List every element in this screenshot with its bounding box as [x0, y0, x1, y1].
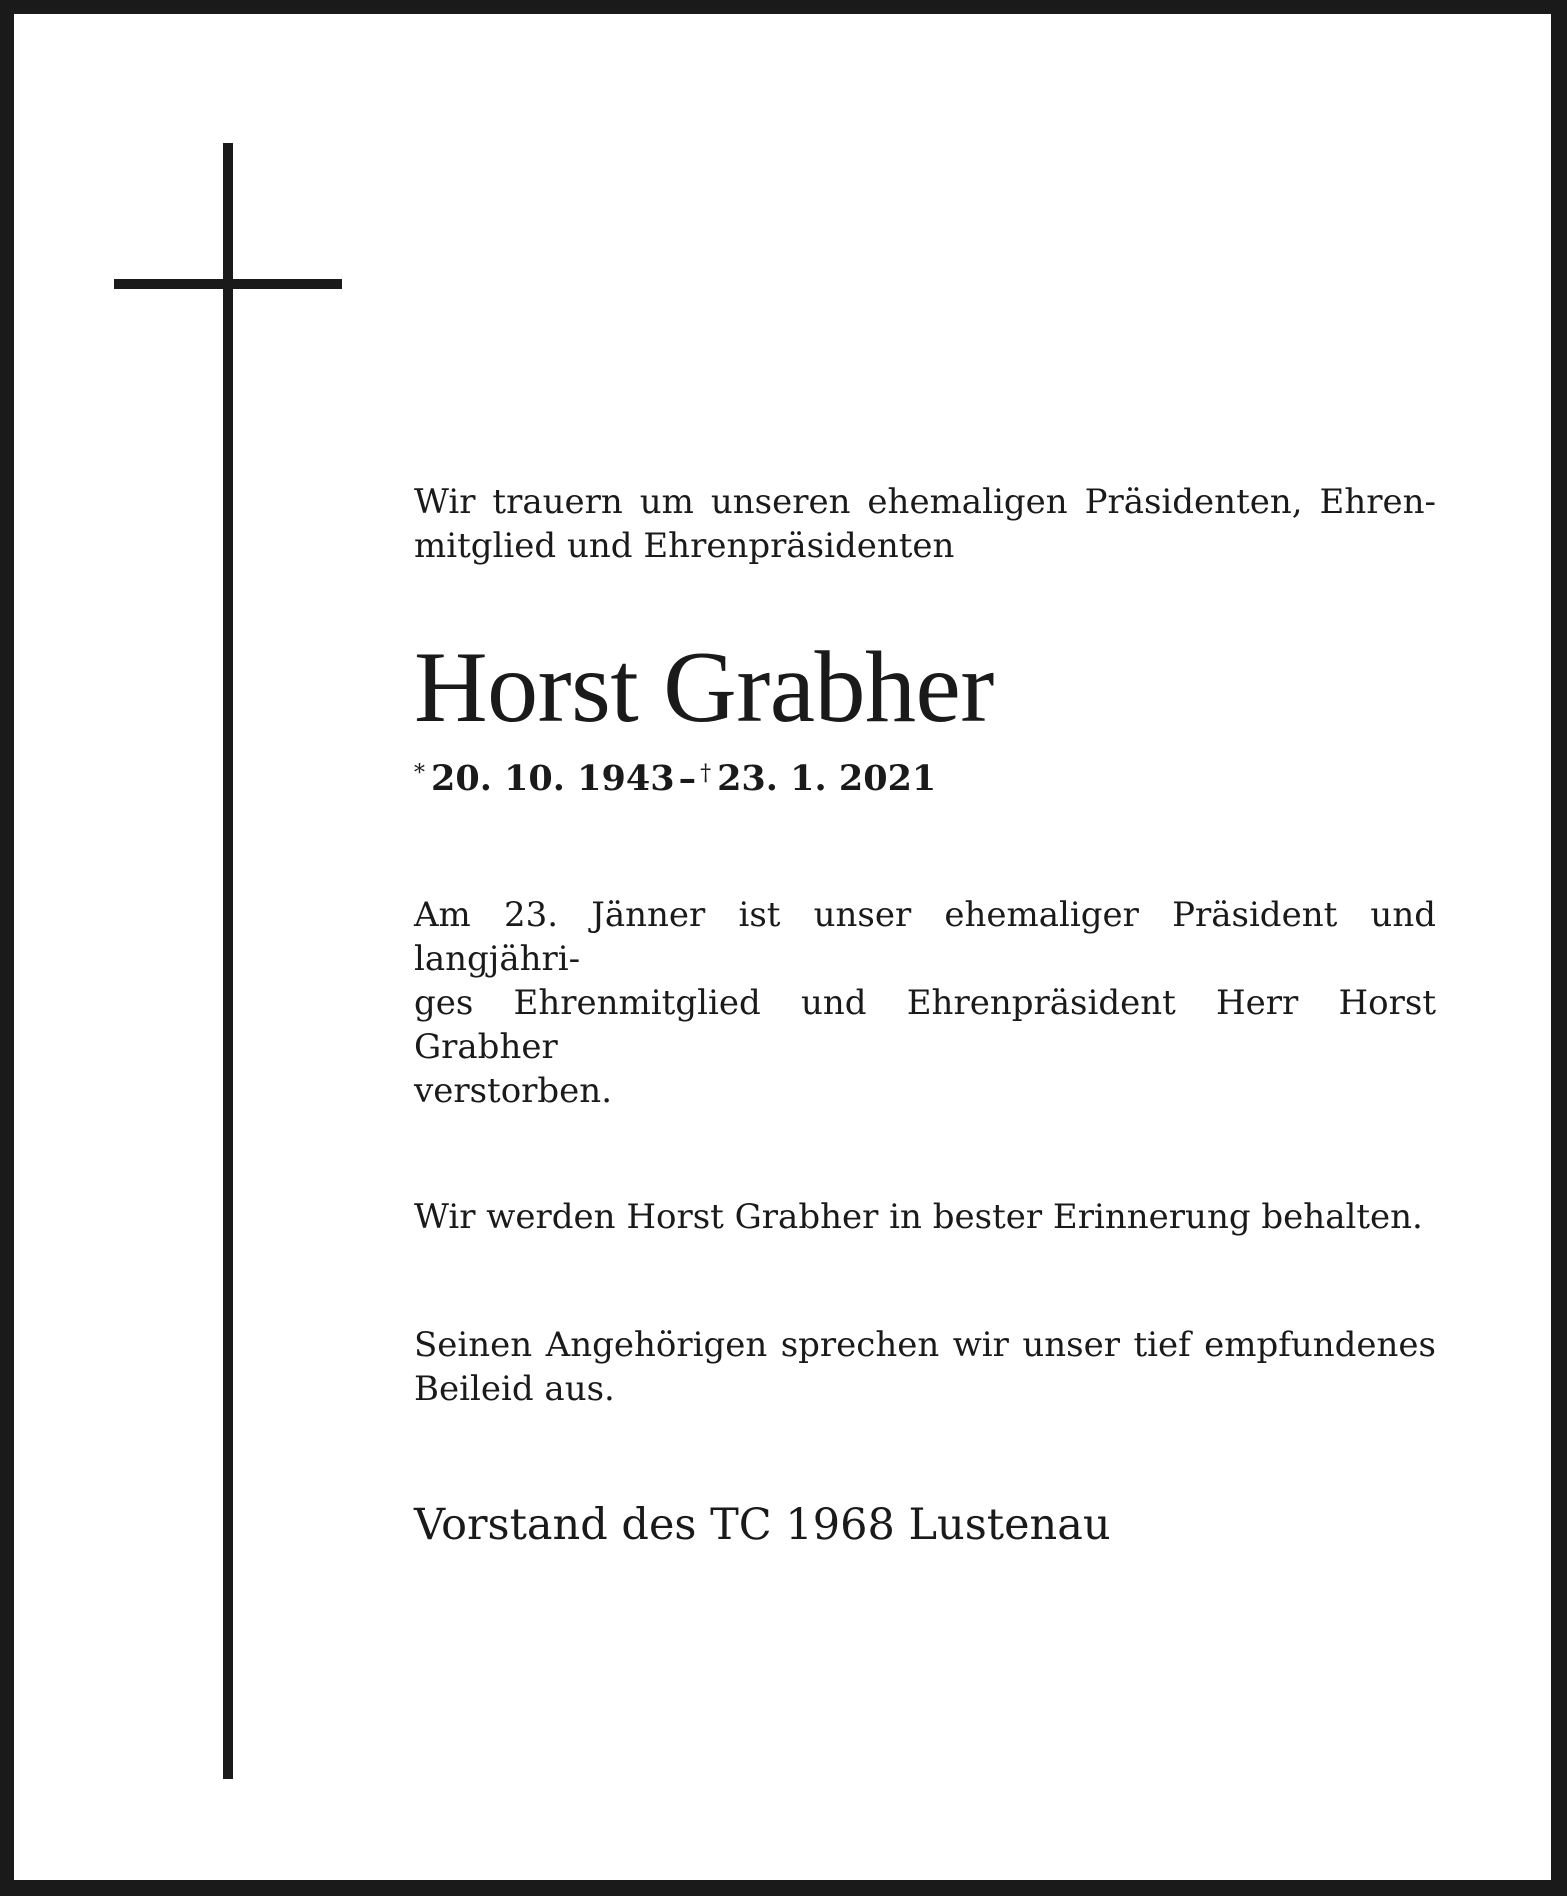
life-dates	[414, 752, 1436, 801]
obituary-content	[414, 480, 1436, 1551]
announcement-line-1: Am 23. Jänner ist unser ehemaliger Präsident und langjähri-	[414, 895, 1436, 979]
announcement-paragraph	[414, 893, 1436, 1113]
birth-date: 20. 10. 1943	[431, 758, 675, 799]
birth-symbol: *	[414, 761, 425, 786]
intro-line-2: mitglied und Ehrenpräsidenten	[414, 526, 955, 566]
death-symbol: †	[700, 761, 712, 786]
cross-icon-vertical-bar	[223, 143, 233, 1779]
condolence-line-1: Seinen Angehörigen sprechen wir unser tief empfundenes	[414, 1325, 1436, 1365]
remembrance-line: Wir werden Horst Grabher in bester Erinnerung behalten.	[414, 1197, 1423, 1237]
deceased-name: Horst Grabher	[414, 631, 994, 744]
condolence-line-2: Beileid aus.	[414, 1369, 615, 1409]
date-separator: –	[678, 758, 697, 799]
signature: Vorstand des TC 1968 Lustenau	[414, 1500, 1111, 1550]
intro-line-1: Wir trauern um unseren ehemaligen Präsidenten, Ehren-	[414, 482, 1436, 522]
announcement-line-3: verstorben.	[414, 1071, 613, 1111]
intro-text	[414, 480, 1436, 568]
remembrance-paragraph	[414, 1195, 1436, 1239]
announcement-line-2: ges Ehrenmitglied und Ehrenpräsident Herr Horst Grabher	[414, 983, 1436, 1067]
condolence-paragraph	[414, 1323, 1436, 1411]
cross-icon-horizontal-bar	[114, 279, 342, 289]
death-date: 23. 1. 2021	[717, 758, 937, 799]
